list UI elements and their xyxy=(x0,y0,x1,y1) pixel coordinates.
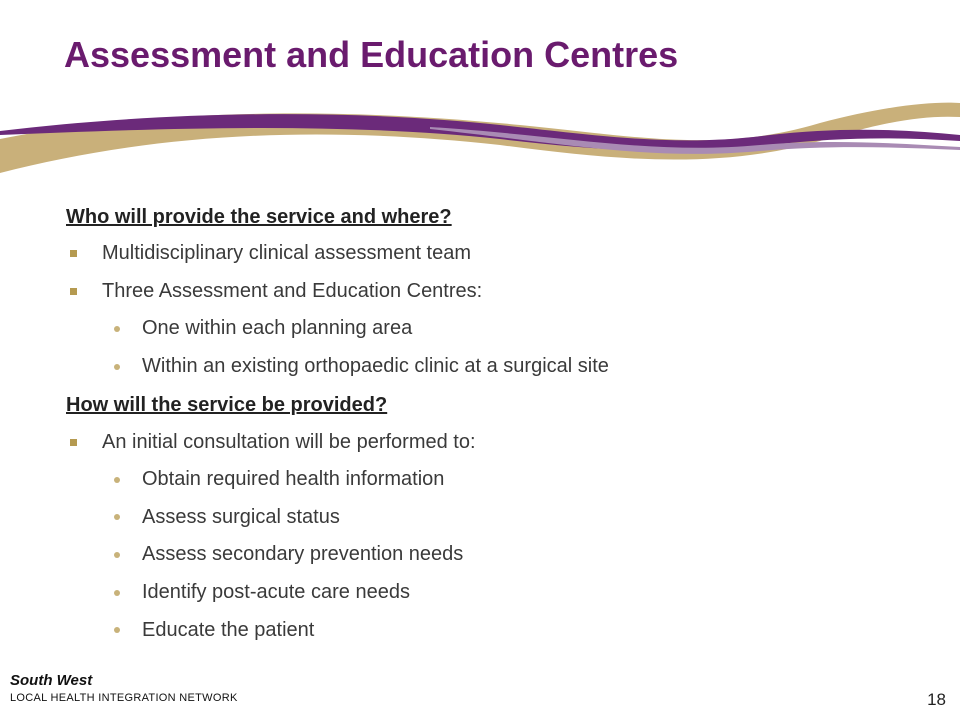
list-item xyxy=(66,611,926,649)
list-item-text: Multidisciplinary clinical assessment team xyxy=(102,242,472,265)
list-item xyxy=(66,574,926,612)
dot-bullet-icon xyxy=(114,364,120,370)
dot-bullet-icon xyxy=(114,514,120,520)
list-item xyxy=(66,461,926,499)
dot-bullet-icon xyxy=(114,552,120,558)
dot-bullet-icon xyxy=(114,477,120,483)
list-item xyxy=(66,423,926,461)
dot-bullet-icon xyxy=(114,627,120,633)
list-item-text: Identify post-acute care needs xyxy=(142,581,410,604)
list-item-text: Educate the patient xyxy=(142,618,315,641)
list-item-text: An initial consultation will be performed to: xyxy=(102,430,476,453)
list-item xyxy=(66,348,926,386)
list-item xyxy=(66,273,926,311)
footer-org-name: South West xyxy=(10,672,93,689)
slide-body xyxy=(66,203,926,649)
page-number: 18 xyxy=(927,690,946,709)
list-item-text: Obtain required health information xyxy=(142,468,445,491)
list-item-text: Within an existing orthopaedic clinic at a surgical site xyxy=(142,355,609,378)
footer-organization-logo xyxy=(10,672,238,706)
list-item-text: Assess surgical status xyxy=(142,505,340,528)
list-item xyxy=(66,310,926,348)
footer-org-subtitle: LOCAL HEALTH INTEGRATION NETWORK xyxy=(10,692,238,704)
list-item-text: One within each planning area xyxy=(142,317,413,340)
section-heading-who-where: Who will provide the service and where? xyxy=(66,206,452,228)
square-bullet-icon xyxy=(70,288,77,295)
square-bullet-icon xyxy=(70,250,77,257)
decorative-swoosh xyxy=(0,95,960,190)
list-item xyxy=(66,536,926,574)
list-item-text: Three Assessment and Education Centres: xyxy=(102,279,483,302)
list-item xyxy=(66,235,926,273)
square-bullet-icon xyxy=(70,439,77,446)
section-heading-how-provided: How will the service be provided? xyxy=(66,394,388,417)
dot-bullet-icon xyxy=(114,326,120,332)
dot-bullet-icon xyxy=(114,590,120,596)
list-item-text: Assess secondary prevention needs xyxy=(142,543,464,566)
slide-title: Assessment and Education Centres xyxy=(64,34,679,75)
list-item xyxy=(66,499,926,537)
